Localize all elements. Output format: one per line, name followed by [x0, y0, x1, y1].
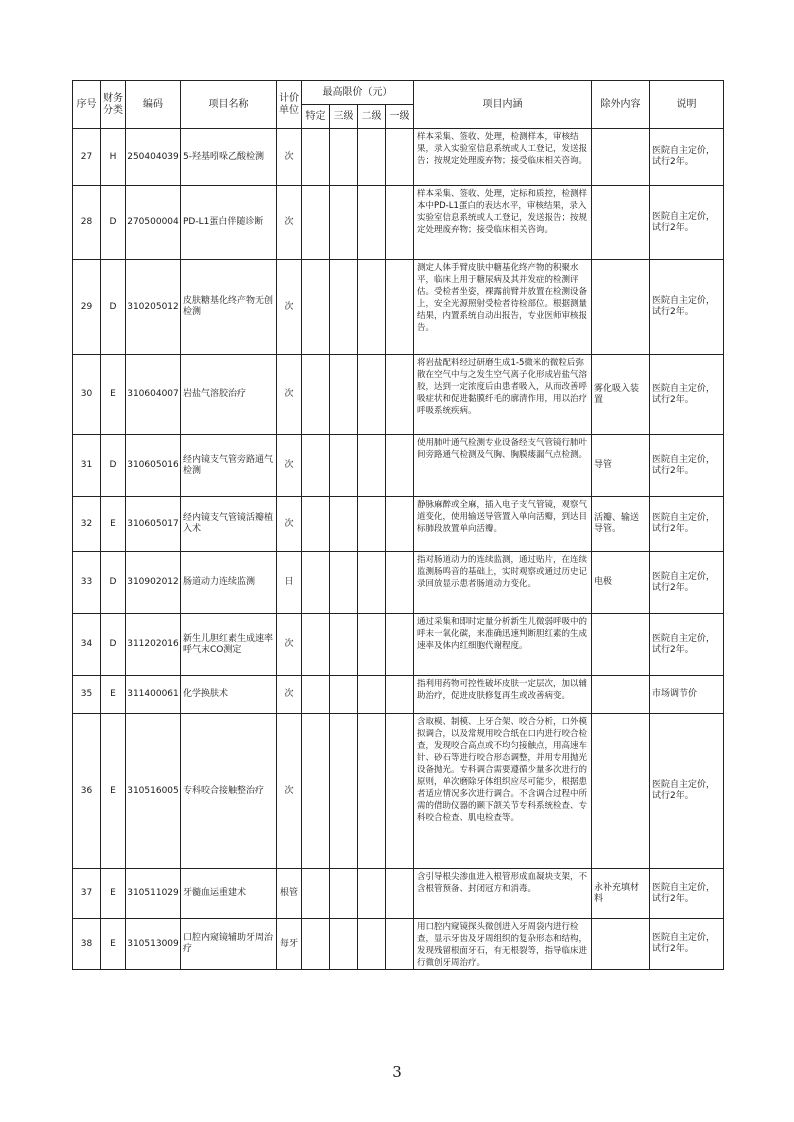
col-code: 编码 — [126, 81, 181, 129]
row-unit: 次 — [277, 614, 302, 676]
row-category: D — [101, 186, 126, 260]
col-content: 项目内涵 — [414, 81, 592, 129]
row-price-2 — [358, 869, 386, 919]
col-unit: 计价 单位 — [277, 81, 302, 129]
col-price-group: 最高限价（元） — [302, 81, 414, 105]
row-content: 样本采集、签收、处理，检测样本，审核结果，录入实验室信息系统或人工登记，发送报告；按规定处理废弃物；接受临床相关咨询。 — [414, 129, 592, 186]
row-price-special — [302, 355, 330, 435]
row-seq: 36 — [73, 714, 101, 869]
row-name: 口腔内窥镜辅助牙周治疗 — [181, 919, 277, 970]
row-price-3 — [330, 129, 358, 186]
row-note: 医院自主定价，试行2年。 — [650, 497, 724, 552]
row-excluded: 雾化吸入装置 — [592, 355, 650, 435]
row-seq: 38 — [73, 919, 101, 970]
row-excluded — [592, 676, 650, 714]
row-seq: 35 — [73, 676, 101, 714]
table-header — [73, 81, 724, 129]
row-category: E — [101, 676, 126, 714]
row-category: E — [101, 869, 126, 919]
row-content: 将岩盐配料经过研磨生成1-5微米的微粒后弥散在空气中与之发生空气离子化形成岩盐气溶胶，达到一定浓度后由患者吸入，从而改善呼吸症状和促进黏膜纤毛的廓清作用，用以治疗呼吸系统疾病。 — [414, 355, 592, 435]
row-seq: 28 — [73, 186, 101, 260]
row-excluded — [592, 129, 650, 186]
table-row — [73, 919, 724, 970]
row-price-special — [302, 497, 330, 552]
row-price-1 — [386, 355, 414, 435]
row-code: 310511029 — [126, 869, 181, 919]
table-row — [73, 552, 724, 614]
row-name: 专科咬合接触整治疗 — [181, 714, 277, 869]
row-category: E — [101, 355, 126, 435]
row-excluded: 电极 — [592, 552, 650, 614]
col-seq: 序号 — [73, 81, 101, 129]
row-content: 指利用药物可控性破坏皮肤一定层次，加以辅助治疗，促进皮肤修复再生或改善病变。 — [414, 676, 592, 714]
row-price-special — [302, 260, 330, 355]
row-price-2 — [358, 260, 386, 355]
row-price-special — [302, 869, 330, 919]
row-price-1 — [386, 260, 414, 355]
row-name: 岩盐气溶胶治疗 — [181, 355, 277, 435]
row-price-special — [302, 552, 330, 614]
row-price-special — [302, 186, 330, 260]
row-price-1 — [386, 435, 414, 497]
row-unit: 次 — [277, 497, 302, 552]
table-body — [73, 129, 724, 970]
row-note: 医院自主定价，试行2年。 — [650, 129, 724, 186]
row-price-special — [302, 714, 330, 869]
row-content: 测定人体手臂皮肤中糖基化终产物的积聚水平，临床上用于糖尿病及其并发症的检测评估。受检者坐姿，裸露前臂并放置在检测设备上，安全光源照射受检者待检部位。根据测量结果，内置系统自动出报告，专业医师审核报告。 — [414, 260, 592, 355]
row-price-1 — [386, 869, 414, 919]
row-category: H — [101, 129, 126, 186]
row-code: 310513009 — [126, 919, 181, 970]
row-price-2 — [358, 714, 386, 869]
col-category: 财务 分类 — [101, 81, 126, 129]
row-content: 用口腔内窥镜探头微创进入牙周袋内进行检查，显示牙齿及牙周组织的复杂形态和结构，发现残留根面牙石，有无根裂等，指导临床进行微创牙周治疗。 — [414, 919, 592, 970]
row-excluded — [592, 186, 650, 260]
row-note: 医院自主定价，试行2年。 — [650, 355, 724, 435]
row-price-2 — [358, 552, 386, 614]
row-content: 含引导根尖渗血进入根管形成血凝块支架，不含根管预备、封闭冠方和消毒。 — [414, 869, 592, 919]
row-price-2 — [358, 355, 386, 435]
col-tier-2: 二级 — [358, 105, 386, 129]
row-price-1 — [386, 129, 414, 186]
row-name: 经内镜支气管旁路通气检测 — [181, 435, 277, 497]
table-row — [73, 260, 724, 355]
row-seq: 33 — [73, 552, 101, 614]
row-price-1 — [386, 614, 414, 676]
row-seq: 37 — [73, 869, 101, 919]
row-price-special — [302, 129, 330, 186]
row-name: 5-羟基吲哚乙酸检测 — [181, 129, 277, 186]
col-excluded: 除外内容 — [592, 81, 650, 129]
col-tier-3: 三级 — [330, 105, 358, 129]
row-content: 含取模、制模、上牙合架、咬合分析，口外模拟调合，以及常规用咬合纸在口内进行咬合检查，发现咬合高点或不均匀接触点，用高速车针、砂石等进行咬合形态调整，并用专用抛光设备抛光。专科调合需要遵循少量多次进行的原则，单次磨除牙体组织应尽可能少，根据患者适应情况多次进行调合。不含调合过程中所需的借助仪器的颞下颌关节专科系统检查、专科咬合检查、肌电检查等。 — [414, 714, 592, 869]
row-note: 医院自主定价，试行2年。 — [650, 435, 724, 497]
row-price-special — [302, 435, 330, 497]
col-note: 说明 — [650, 81, 724, 129]
row-seq: 32 — [73, 497, 101, 552]
col-tier-special: 特定 — [302, 105, 330, 129]
table-row — [73, 869, 724, 919]
row-price-3 — [330, 186, 358, 260]
row-seq: 34 — [73, 614, 101, 676]
table-row — [73, 614, 724, 676]
row-price-3 — [330, 614, 358, 676]
row-price-3 — [330, 497, 358, 552]
row-price-2 — [358, 497, 386, 552]
row-excluded — [592, 919, 650, 970]
row-price-1 — [386, 714, 414, 869]
row-name: 新生儿胆红素生成速率呼气末CO测定 — [181, 614, 277, 676]
row-name: 牙髓血运重建术 — [181, 869, 277, 919]
row-price-3 — [330, 676, 358, 714]
row-content: 静脉麻醉或全麻，插入电子支气管镜，观察气道变化，使用输送导管置入单向活瓣，到达目标肺段放置单向活瓣。 — [414, 497, 592, 552]
table-row — [73, 129, 724, 186]
row-price-2 — [358, 614, 386, 676]
row-unit: 每牙 — [277, 919, 302, 970]
table-row — [73, 435, 724, 497]
row-content: 指对肠道动力的连续监测，通过贴片，在连续监测肠鸣音的基础上，实时观察或通过历史记录回放显示患者肠道动力变化。 — [414, 552, 592, 614]
row-price-2 — [358, 919, 386, 970]
table-row — [73, 676, 724, 714]
row-seq: 31 — [73, 435, 101, 497]
row-unit: 日 — [277, 552, 302, 614]
row-price-special — [302, 676, 330, 714]
row-code: 311400061 — [126, 676, 181, 714]
row-code: 250404039 — [126, 129, 181, 186]
table-row — [73, 355, 724, 435]
pricing-table — [72, 80, 724, 970]
col-name: 项目名称 — [181, 81, 277, 129]
row-code: 310605016 — [126, 435, 181, 497]
row-category: E — [101, 714, 126, 869]
row-unit: 根管 — [277, 869, 302, 919]
row-code: 311202016 — [126, 614, 181, 676]
row-price-3 — [330, 552, 358, 614]
row-price-2 — [358, 676, 386, 714]
row-code: 310516005 — [126, 714, 181, 869]
row-price-3 — [330, 714, 358, 869]
row-excluded — [592, 260, 650, 355]
row-code: 270500004 — [126, 186, 181, 260]
row-code: 310604007 — [126, 355, 181, 435]
row-note: 医院自主定价，试行2年。 — [650, 260, 724, 355]
row-price-2 — [358, 186, 386, 260]
row-price-1 — [386, 497, 414, 552]
row-note: 医院自主定价，试行2年。 — [650, 919, 724, 970]
row-name: 皮肤糖基化终产物无创检测 — [181, 260, 277, 355]
row-note: 医院自主定价，试行2年。 — [650, 186, 724, 260]
row-name: 经内镜支气管镜活瓣植入术 — [181, 497, 277, 552]
row-price-3 — [330, 260, 358, 355]
row-note: 医院自主定价，试行2年。 — [650, 552, 724, 614]
page-number: 3 — [392, 1063, 402, 1081]
row-category: D — [101, 552, 126, 614]
row-price-1 — [386, 676, 414, 714]
row-name: PD-L1蛋白伴随诊断 — [181, 186, 277, 260]
row-category: D — [101, 435, 126, 497]
row-category: D — [101, 614, 126, 676]
row-price-3 — [330, 919, 358, 970]
row-note: 医院自主定价，试行2年。 — [650, 614, 724, 676]
row-price-1 — [386, 552, 414, 614]
col-tier-1: 一级 — [386, 105, 414, 129]
row-category: D — [101, 260, 126, 355]
table-row — [73, 497, 724, 552]
row-code: 310902012 — [126, 552, 181, 614]
row-unit: 次 — [277, 260, 302, 355]
row-excluded — [592, 614, 650, 676]
row-price-2 — [358, 435, 386, 497]
row-note: 市场调节价 — [650, 676, 724, 714]
row-category: E — [101, 919, 126, 970]
row-content: 通过采集和即时定量分析新生儿微弱呼吸中的呼末一氧化碳，来准确迅速判断胆红素的生成速率及体内红细胞代谢程度。 — [414, 614, 592, 676]
row-price-special — [302, 919, 330, 970]
row-category: E — [101, 497, 126, 552]
row-excluded: 导管 — [592, 435, 650, 497]
row-excluded: 活瓣、输送导管。 — [592, 497, 650, 552]
row-excluded — [592, 714, 650, 869]
row-unit: 次 — [277, 129, 302, 186]
row-price-2 — [358, 129, 386, 186]
row-price-special — [302, 614, 330, 676]
row-price-1 — [386, 186, 414, 260]
row-seq: 30 — [73, 355, 101, 435]
row-content: 使用肺叶通气检测专业设备经支气管镜行肺叶间旁路通气检测及气胸、胸膜瘘漏气点检测。 — [414, 435, 592, 497]
row-excluded: 永补充填材料 — [592, 869, 650, 919]
row-seq: 29 — [73, 260, 101, 355]
row-content: 样本采集、签收、处理，定标和质控，检测样本中PD-L1蛋白的表达水平，审核结果，录入实验室信息系统或人工登记，发送报告；按规定处理废弃物；接受临床相关咨询。 — [414, 186, 592, 260]
row-unit: 次 — [277, 186, 302, 260]
row-unit: 次 — [277, 435, 302, 497]
row-price-3 — [330, 869, 358, 919]
row-note: 医院自主定价，试行2年。 — [650, 869, 724, 919]
row-unit: 次 — [277, 714, 302, 869]
row-code: 310605017 — [126, 497, 181, 552]
table-row — [73, 714, 724, 869]
row-unit: 次 — [277, 355, 302, 435]
row-price-3 — [330, 355, 358, 435]
row-name: 肠道动力连续监测 — [181, 552, 277, 614]
row-seq: 27 — [73, 129, 101, 186]
row-name: 化学换肤术 — [181, 676, 277, 714]
row-note: 医院自主定价，试行2年。 — [650, 714, 724, 869]
table-row — [73, 186, 724, 260]
row-price-3 — [330, 435, 358, 497]
row-price-1 — [386, 919, 414, 970]
row-code: 310205012 — [126, 260, 181, 355]
row-unit: 次 — [277, 676, 302, 714]
